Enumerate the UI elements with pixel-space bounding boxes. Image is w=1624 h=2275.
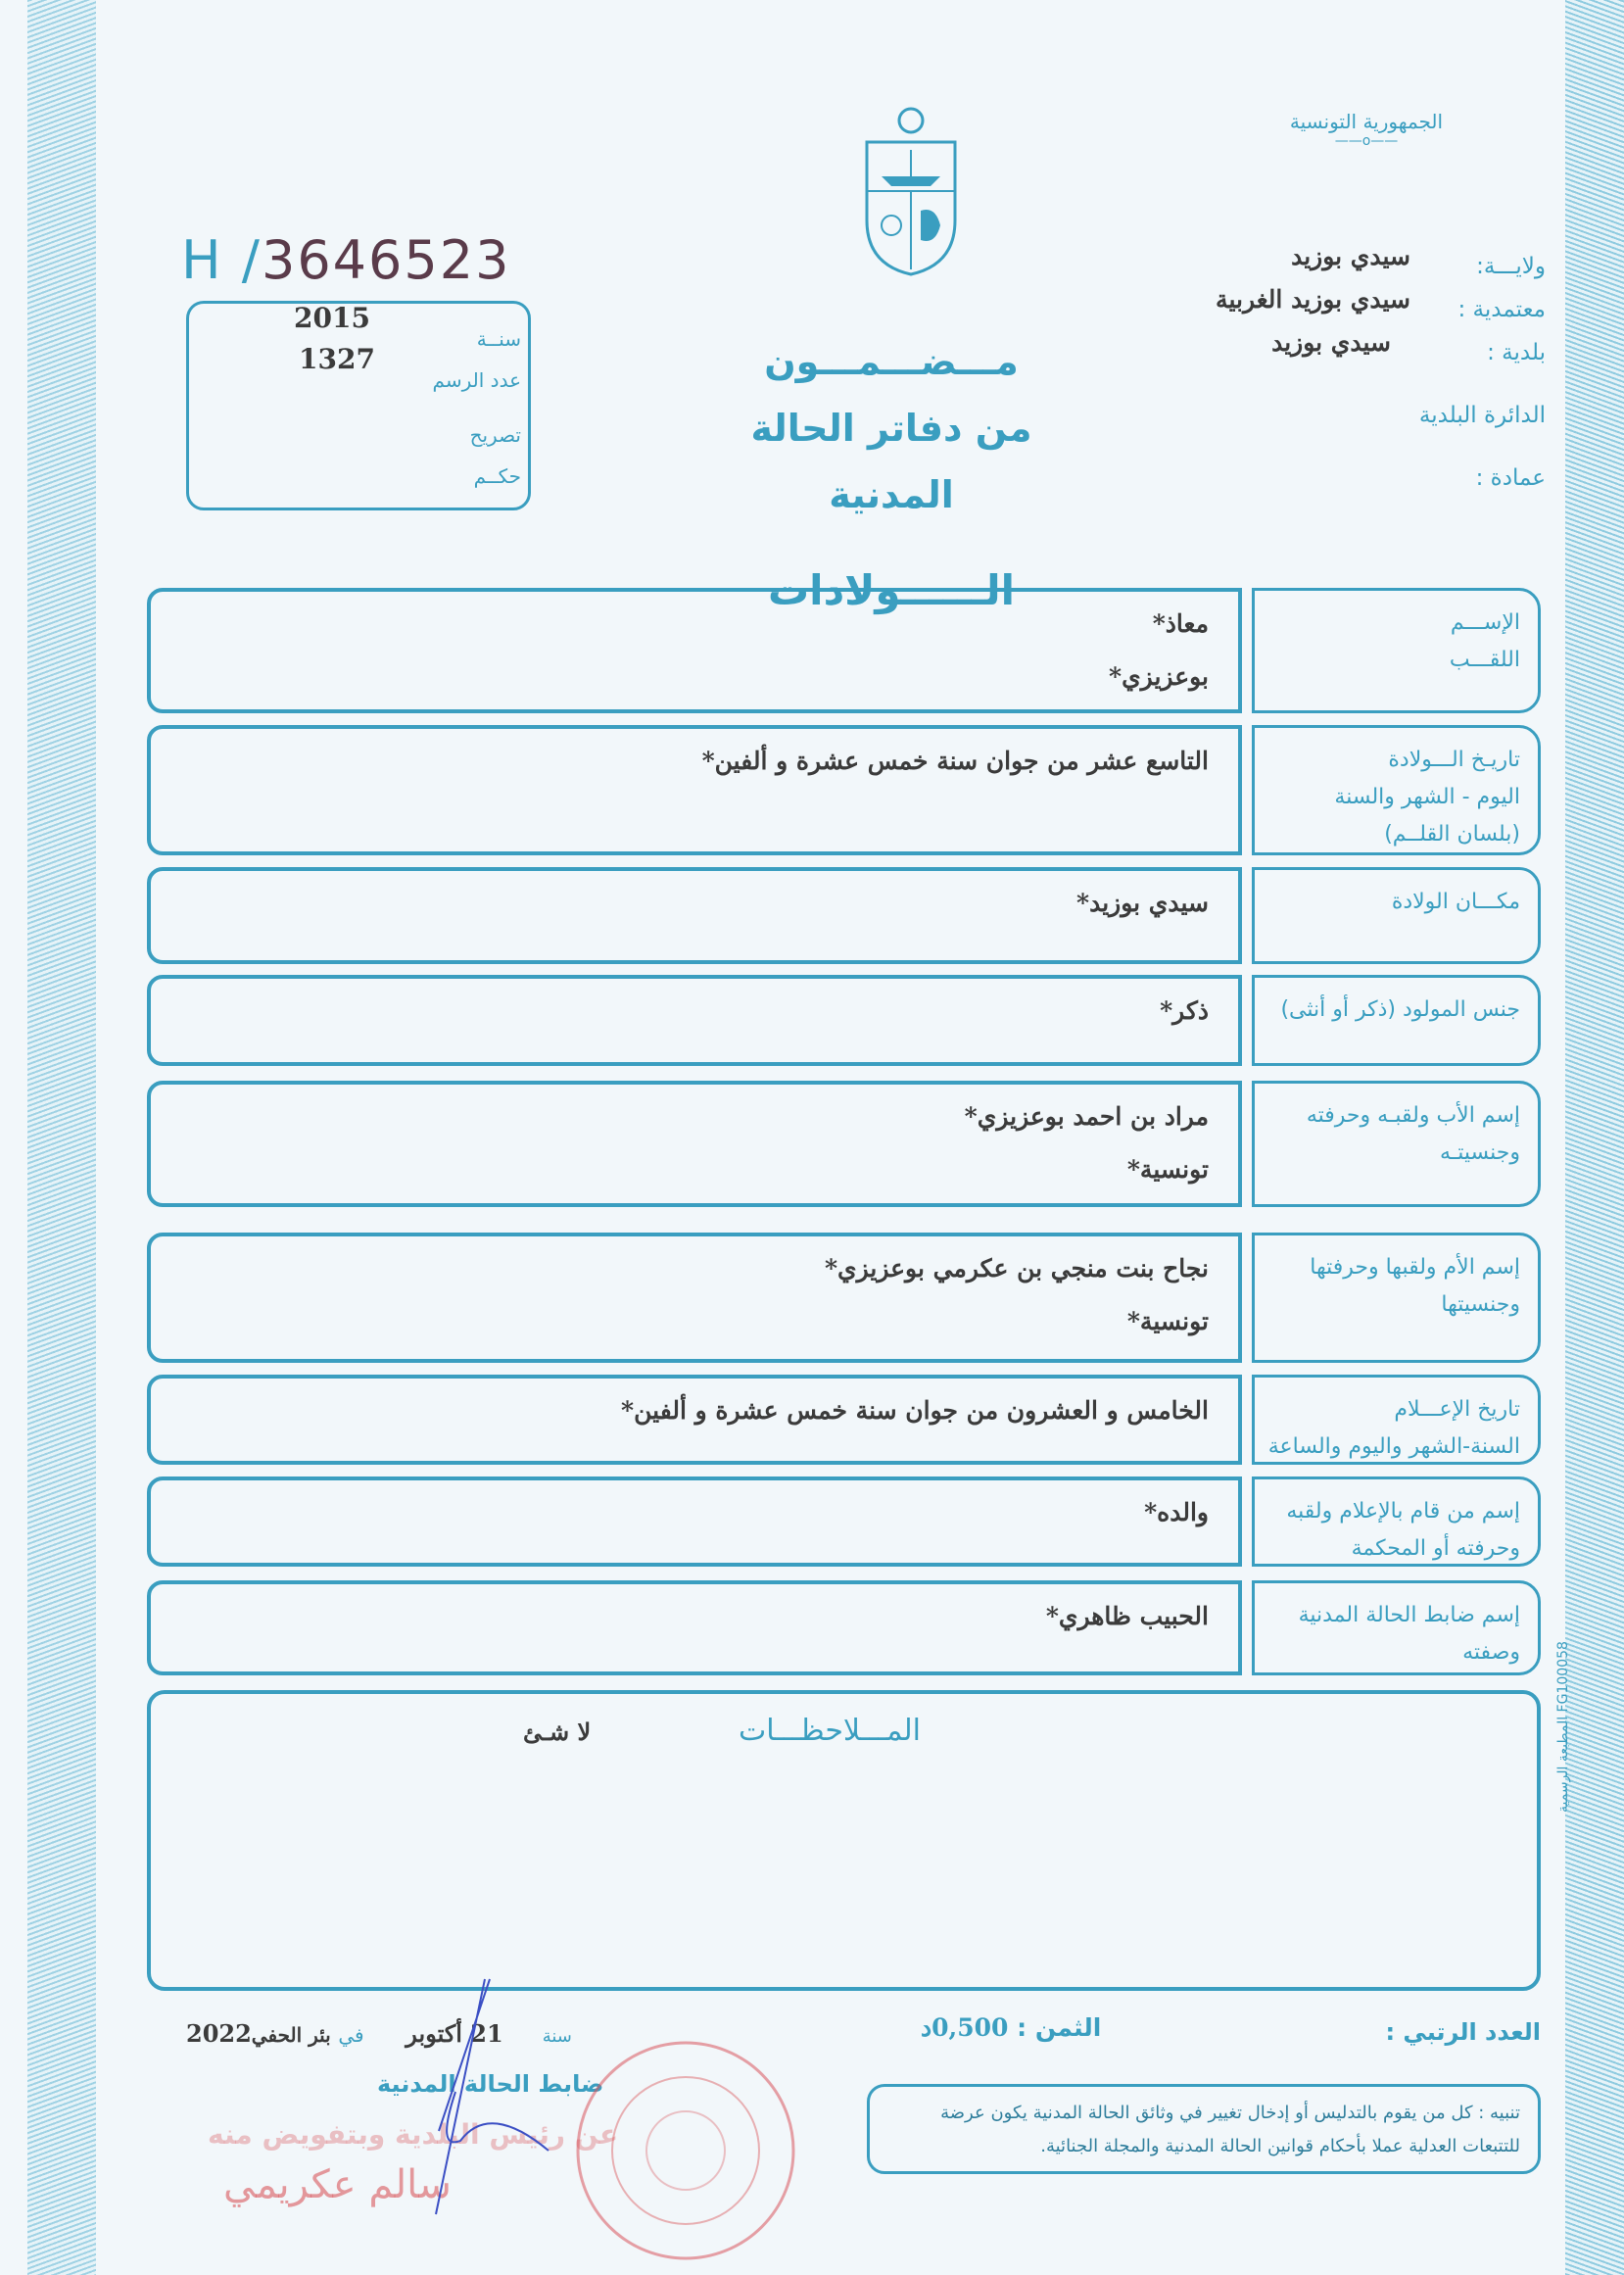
header-labels: ولايـــة: معتمدية : بلدية : الدائرة البلدية عمادة :	[1418, 254, 1546, 491]
price: الثمن : 0,500د	[921, 2013, 1102, 2042]
row-value: تونسية*	[1126, 1307, 1209, 1335]
document-title: مـــضـــمـــون من دفاتر الحالة المدنية الــــــولادات	[750, 340, 1032, 614]
row-label-box	[1252, 975, 1541, 1066]
row-value-box	[147, 725, 1242, 855]
row-value: التاسع عشر من جوان سنة خمس عشرة و ألفين*	[701, 747, 1209, 775]
remarks-value: لا شـئ	[523, 1718, 592, 1746]
row-value: معاذ*	[1152, 609, 1209, 638]
row-label-box	[1252, 1375, 1541, 1465]
row-label: إسم من قام بالإعلام ولقبه	[1286, 1499, 1520, 1524]
signature	[411, 1974, 568, 2219]
row-value: مراد بن احمد بوعزيزي*	[964, 1102, 1209, 1131]
serial-label: العدد الرتبي :	[1385, 2018, 1541, 2046]
right-security-border	[1565, 0, 1624, 2275]
warning-box: تنبيه : كل من يقوم بالتدليس أو إدخال تغيير في وثائق الحالة المدنية يكون عرضة للتتبعات العدلية عملا بأحكام قوانين الحالة المدنية والمجلة الجنائية.	[867, 2084, 1541, 2174]
row-value-box	[147, 588, 1242, 713]
row-value: الحبيب ظاهري*	[1045, 1602, 1209, 1630]
row-value-box	[147, 867, 1242, 964]
row-label-box	[1252, 1081, 1541, 1207]
row-label: اللقـــب	[1449, 648, 1520, 672]
delegation-stamp: عن رئيس البلدية وبتفويض منه	[208, 2118, 619, 2151]
row-value: ذكر*	[1160, 996, 1209, 1025]
row-label: تاريخ الإعـــلام	[1394, 1397, 1520, 1422]
row-label: وجنسيتها	[1441, 1292, 1520, 1317]
row-label: وحرفته أو المحكمة	[1351, 1536, 1520, 1561]
header-values: سيدي بوزيد سيدي بوزيد الغربية سيدي بوزيد	[1216, 242, 1410, 357]
row-label-box	[1252, 1580, 1541, 1675]
row-label: جنس المولود (ذكر أو أنثى)	[1280, 997, 1520, 1022]
row-label: إسم الأب ولقبـه وحرفته	[1306, 1103, 1520, 1128]
row-value-box	[147, 1233, 1242, 1363]
row-label-box	[1252, 1476, 1541, 1567]
row-value-box	[147, 975, 1242, 1066]
record-year: 2015	[294, 302, 370, 334]
officer-label: ضابط الحالة المدنية	[377, 2070, 604, 2098]
row-value-box	[147, 1580, 1242, 1675]
remarks-box	[147, 1690, 1541, 1991]
municipal-seal	[568, 2033, 803, 2268]
row-label: الإســـم	[1450, 610, 1520, 635]
tunisia-emblem	[852, 103, 970, 279]
row-value-box	[147, 1081, 1242, 1207]
row-label: (بلسان القلــم)	[1384, 822, 1520, 847]
row-label: إسم الأم ولقبها وحرفتها	[1310, 1255, 1520, 1280]
row-value: الخامس و العشرون من جوان سنة خمس عشرة و ألفين*	[621, 1396, 1209, 1425]
row-label-box	[1252, 588, 1541, 713]
row-label-box	[1252, 1233, 1541, 1363]
row-value: والده*	[1144, 1498, 1209, 1526]
record-box-labels: سنــة عدد الرسم تصريح حكــم	[432, 327, 521, 488]
row-label: وصفته	[1462, 1640, 1520, 1665]
row-label: وجنسيتـه	[1439, 1140, 1520, 1165]
row-label: إسم ضابط الحالة المدنية	[1298, 1603, 1520, 1627]
row-value: بوعزيزي*	[1109, 662, 1209, 691]
remarks-label: المـــلاحظـــات	[739, 1714, 921, 1748]
row-label: اليوم - الشهر والسنة	[1334, 785, 1520, 809]
row-label-box	[1252, 867, 1541, 964]
row-value-box	[147, 1375, 1242, 1465]
serial-number: H /3646523	[181, 229, 511, 291]
row-value-box	[147, 1476, 1242, 1567]
row-label: مكـــان الولادة	[1391, 890, 1520, 914]
row-value: نجاح بنت منجي بن عكرمي بوعزيزي*	[824, 1254, 1209, 1283]
signer-name-stamp: سالم عكريمي	[223, 2162, 452, 2207]
printer-mark: المطبعة الرسمية FG100058	[1555, 1641, 1571, 1813]
left-security-border	[27, 0, 96, 2275]
row-label: تاريـخ الـــولادة	[1388, 748, 1520, 772]
row-label-box	[1252, 725, 1541, 855]
republic-header: الجمهورية التونسية ——o——	[1289, 110, 1444, 149]
record-number: 1327	[299, 343, 375, 375]
row-value: سيدي بوزيد*	[1076, 889, 1209, 917]
row-label: السنة-الشهر واليوم والساعة	[1267, 1434, 1520, 1459]
row-value: تونسية*	[1126, 1155, 1209, 1184]
issue-date: 2022 سنة21 أكتوبر في بئر الحفي	[186, 2019, 572, 2048]
